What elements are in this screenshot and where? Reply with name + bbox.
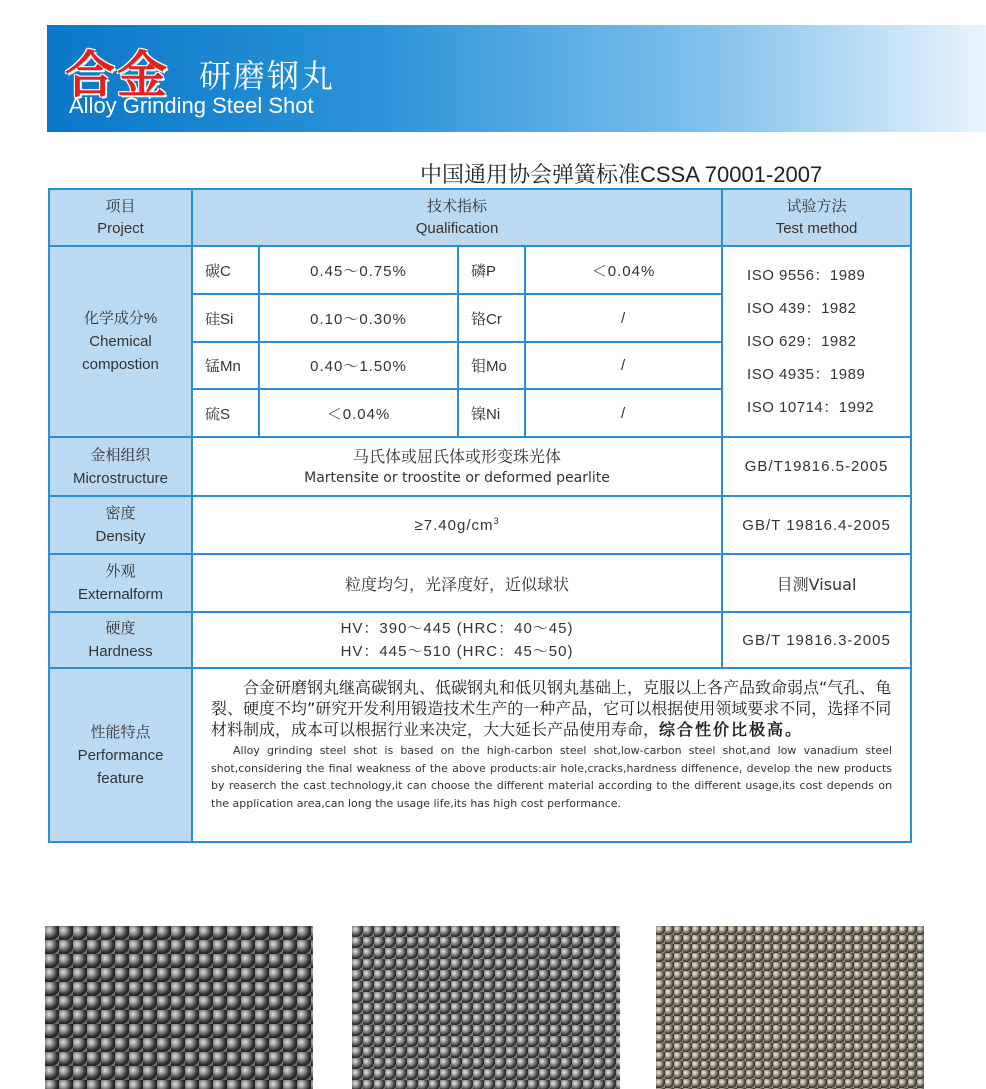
value-p: ＜0.04% bbox=[525, 246, 722, 294]
method-density: GB/T 19816.4-2005 bbox=[722, 496, 911, 554]
value-si: 0.10～0.30% bbox=[259, 294, 458, 342]
table-row bbox=[49, 554, 911, 612]
table-row bbox=[49, 668, 911, 842]
label-chemical: 化学成分% Chemical compostion bbox=[49, 246, 192, 437]
banner-title-main: 合金 bbox=[65, 46, 169, 104]
label-externalform: 外观 Externalform bbox=[49, 554, 192, 612]
table-header-row bbox=[49, 189, 911, 246]
element-mo: 钼Mo bbox=[458, 342, 525, 389]
product-photo-3 bbox=[656, 926, 924, 1089]
element-cr: 铬Cr bbox=[458, 294, 525, 342]
feature-text-en: Alloy grinding steel shot is based on the high-carbon steel shot,low-carbon steel shot,and low vanadium steel shot,considering the final weakness of the above products:air hole,cracks,hardness diffenence, develop the new products by reaserch the cast technology,it can choose the different material according to the different usage,its cost depends on the application area,can long the usage life,its has high cost performance. bbox=[211, 744, 893, 810]
label-density: 密度 Density bbox=[49, 496, 192, 554]
value-density: $\ge 7.40g/cm^3$ bbox=[192, 496, 722, 554]
element-c: 碳C bbox=[192, 246, 259, 294]
feature-text-cn: 合金研磨钢丸继高碳钢丸、低碳钢丸和低贝钢丸基础上，克服以上各产品致命弱点“气孔、龟裂、硬度不均”研究开发利用锻造技术生产的一种产品，它可以根据使用领域要求不同，选择不同材料制成，成本可以根据行业来决定，大大延长产品使用寿命，综合性价比极高。 bbox=[211, 678, 892, 739]
value-microstructure: 马氏体或屈氏体或形变珠光体 Martensite or troostite or deformed pearlite bbox=[192, 437, 722, 496]
value-c: 0.45～0.75% bbox=[259, 246, 458, 294]
table-row bbox=[49, 612, 911, 668]
label-microstructure: 金相组织 Microstructure bbox=[49, 437, 192, 496]
method-hardness: GB/T 19816.3-2005 bbox=[722, 612, 911, 668]
table-row bbox=[49, 246, 911, 294]
element-si: 硅Si bbox=[192, 294, 259, 342]
spec-table bbox=[48, 188, 912, 843]
method-microstructure: GB/T19816.5-2005 bbox=[722, 437, 911, 496]
value-externalform: 粒度均匀，光泽度好，近似球状 bbox=[192, 554, 722, 612]
header-banner bbox=[47, 25, 986, 132]
banner-title-sub: 研磨钢丸 bbox=[199, 57, 336, 95]
header-qualification: 技术指标 Qualification bbox=[192, 189, 722, 246]
header-test-method: 试验方法 Test method bbox=[722, 189, 911, 246]
product-photo-2 bbox=[352, 926, 620, 1089]
element-s: 硫S bbox=[192, 389, 259, 437]
table-row bbox=[49, 496, 911, 554]
value-mo: / bbox=[525, 342, 722, 389]
standard-title: 中国通用协会弹簧标准CSSA 70001-2007 bbox=[420, 162, 823, 187]
value-mn: 0.40～1.50% bbox=[259, 342, 458, 389]
method-externalform: 目测Visual bbox=[722, 554, 911, 612]
header-project: 项目 Project bbox=[49, 189, 192, 246]
table-row bbox=[49, 437, 911, 496]
element-mn: 锰Mn bbox=[192, 342, 259, 389]
value-hardness: HV：390～445 (HRC：40～45) HV：445～510 (HRC：45～50) bbox=[192, 612, 722, 668]
product-photo-1 bbox=[45, 926, 313, 1089]
label-feature: 性能特点 Performance feature bbox=[49, 668, 192, 842]
element-p: 磷P bbox=[458, 246, 525, 294]
element-ni: 镍Ni bbox=[458, 389, 525, 437]
label-hardness: 硬度 Hardness bbox=[49, 612, 192, 668]
value-cr: / bbox=[525, 294, 722, 342]
banner-title-english: Alloy Grinding Steel Shot bbox=[69, 93, 314, 118]
value-ni: / bbox=[525, 389, 722, 437]
chemical-methods: ISO 9556：1989 ISO 439：1982 ISO 629：1982 ISO 4935：1989 ISO 10714：1992 bbox=[722, 246, 911, 437]
feature-description bbox=[192, 668, 911, 842]
value-s: ＜0.04% bbox=[259, 389, 458, 437]
